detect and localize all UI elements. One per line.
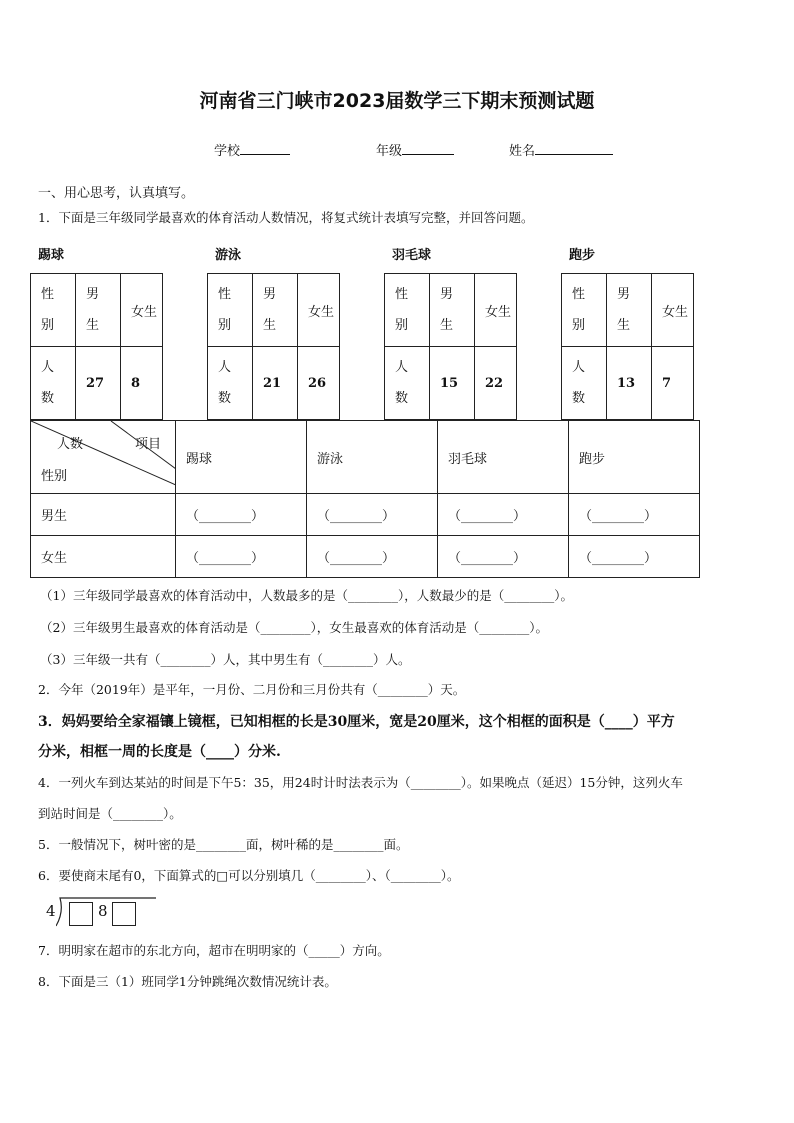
blank-male-swim[interactable]: （________） [307,494,438,536]
question-3-line-2: 分米，相框一周的长度是（____）分米. [38,744,281,760]
page-title: 河南省三门峡市2023届数学三下期末预测试题 [199,90,595,112]
cell-male-value: 21 [253,347,298,420]
stats-table-soccer [30,273,163,420]
blank-male-badminton[interactable]: （________） [438,494,569,536]
long-division-figure [44,896,154,932]
digit-box-1[interactable] [69,902,93,926]
corner-label-gender: 性别 [41,469,68,484]
grade-field [376,140,454,159]
question-3-line-1: 3．妈妈要给全家福镶上镜框，已知相框的长是30厘米，宽是20厘米，这个相框的面积是（____）平方 [38,714,675,730]
digit-box-2[interactable] [112,902,136,926]
col-header-soccer: 踢球 [176,421,307,494]
cell-gender-header: 性 别 [31,274,76,347]
cell-male-header: 男 生 [253,274,298,347]
corner-label-item: 项目 [135,437,162,452]
question-6: 6．要使商末尾有0，下面算式的□可以分别填几（________）、（________）。 [38,868,460,883]
name-label: 姓名 [509,144,536,159]
question-2: 2．今年（2019年）是平年，一月份、二月份和三月份共有（________）天。 [38,682,466,697]
col-header-badminton: 羽毛球 [438,421,569,494]
stats-table-badminton [384,273,517,420]
cell-gender-header: 性 别 [385,274,430,347]
cell-count-label: 人 数 [31,347,76,420]
combined-stats-table [30,420,700,578]
cell-female-value: 7 [652,347,694,420]
row-label-female: 女生 [31,536,176,578]
col-header-running: 跑步 [569,421,700,494]
stats-table-swim [207,273,340,420]
activity-label-soccer: 踢球 [38,248,65,263]
cell-gender-header: 性 别 [208,274,253,347]
cell-male-value: 27 [76,347,121,420]
section-heading: 一、用心思考，认真填写。 [38,186,195,201]
diagonal-header-cell [31,421,176,494]
cell-female-value: 8 [121,347,163,420]
blank-female-running[interactable]: （________） [569,536,700,578]
school-field [214,140,290,159]
question-1: 1．下面是三年级同学最喜欢的体育活动人数情况，将复式统计表填写完整，并回答问题。 [38,210,534,225]
blank-male-soccer[interactable]: （________） [176,494,307,536]
name-field [509,140,613,159]
cell-female-header: 女生 [475,274,517,347]
cell-female-value: 22 [475,347,517,420]
question-1-sub-2: （2）三年级男生最喜欢的体育活动是（________），女生最喜欢的体育活动是（________）。 [40,620,548,635]
cell-male-header: 男 生 [76,274,121,347]
cell-gender-header: 性 别 [562,274,607,347]
activity-label-badminton: 羽毛球 [392,248,432,263]
corner-label-people: 人数 [57,437,84,452]
cell-female-header: 女生 [121,274,163,347]
cell-male-header: 男 生 [430,274,475,347]
name-blank[interactable] [535,140,613,155]
question-8: 8．下面是三（1）班同学1分钟跳绳次数情况统计表。 [38,974,337,989]
blank-female-swim[interactable]: （________） [307,536,438,578]
row-label-male: 男生 [31,494,176,536]
blank-male-running[interactable]: （________） [569,494,700,536]
blank-female-badminton[interactable]: （________） [438,536,569,578]
question-7: 7．明明家在超市的东北方向，超市在明明家的（_____）方向。 [38,943,390,958]
dividend-digit: 8 [98,902,108,920]
cell-female-header: 女生 [298,274,340,347]
grade-blank[interactable] [402,140,454,155]
cell-count-label: 人 数 [562,347,607,420]
question-5: 5．一般情况下，树叶密的是________面，树叶稀的是________面。 [38,837,409,852]
cell-male-header: 男 生 [607,274,652,347]
cell-count-label: 人 数 [385,347,430,420]
col-header-swim: 游泳 [307,421,438,494]
question-1-sub-1: （1）三年级同学最喜欢的体育活动中，人数最多的是（________），人数最少的是（________）。 [40,588,573,603]
activity-label-swim: 游泳 [215,248,242,263]
activity-label-running: 跑步 [569,248,596,263]
cell-male-value: 15 [430,347,475,420]
question-1-sub-3: （3）三年级一共有（________）人，其中男生有（________）人。 [40,652,411,667]
question-4-line-2: 到站时间是（________）。 [38,806,182,821]
stats-table-running [561,273,694,420]
cell-female-value: 26 [298,347,340,420]
cell-female-header: 女生 [652,274,694,347]
divisor: 4 [46,902,56,920]
question-4-line-1: 4．一列火车到达某站的时间是下午5：35，用24时计时法表示为（________）。如果晚点（延迟）15分钟，这列火车 [38,775,683,790]
cell-count-label: 人 数 [208,347,253,420]
cell-male-value: 13 [607,347,652,420]
blank-female-soccer[interactable]: （________） [176,536,307,578]
school-blank[interactable] [240,140,290,155]
school-label: 学校 [214,144,241,159]
grade-label: 年级 [376,144,403,159]
